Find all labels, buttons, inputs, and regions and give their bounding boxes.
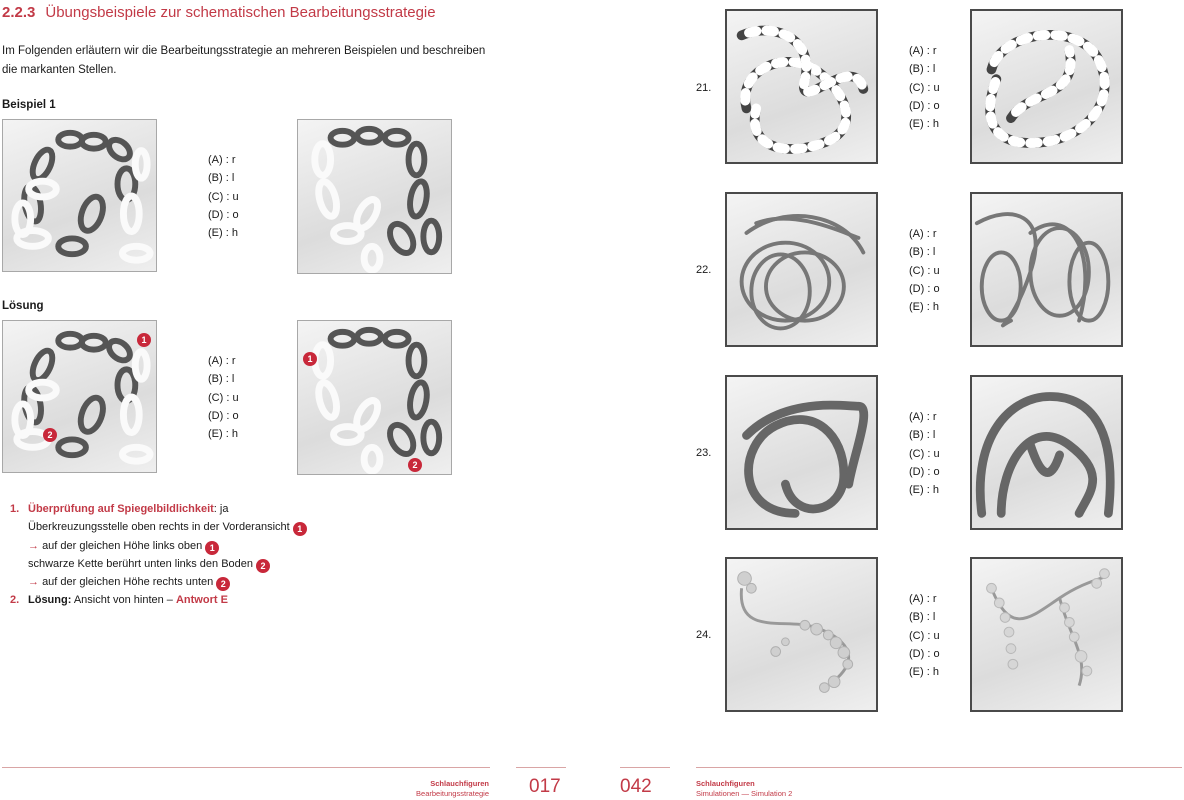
footer-right-title: Schlauchfiguren <box>696 779 755 788</box>
step-1 <box>10 500 307 518</box>
marker-badge-1: 1 <box>137 333 151 347</box>
step-1-heading: Überprüfung auf Spiegelbildlichkeit <box>28 503 214 515</box>
beispiel-label: Beispiel 1 <box>2 99 56 111</box>
chain-solution-front <box>2 320 157 473</box>
arrow-icon: → <box>28 576 39 589</box>
options-list-23 <box>909 408 940 499</box>
option-a: (A) : r <box>208 154 236 166</box>
option-b: (B) : l <box>909 63 936 76</box>
option-d: (D) : o <box>909 647 940 660</box>
option-e: (E) : h <box>909 666 939 679</box>
exercise-number-24: 24. <box>696 629 712 641</box>
option-d: (D) : o <box>208 208 239 221</box>
step-1-line-4-text: schwarze Kette berührt unten links den Boden <box>28 557 254 570</box>
step-1-answer: : ja <box>213 503 229 515</box>
option-a: (A) : r <box>909 411 937 423</box>
step-1-line-5 <box>10 573 307 591</box>
step-1-line-2 <box>10 518 307 536</box>
chain-solution-back <box>297 320 452 475</box>
option-e: (E) : h <box>208 428 238 441</box>
exercise-24-front <box>725 557 878 712</box>
option-a: (A) : r <box>909 593 937 605</box>
marker-badge-2: 2 <box>43 428 57 442</box>
footer-rule-right <box>696 767 1182 768</box>
option-a: (A) : r <box>909 45 937 57</box>
exercise-21-back <box>970 9 1123 164</box>
exercise-number-22: 22. <box>696 264 712 276</box>
marker-badge-1: 1 <box>205 541 219 555</box>
right-page <box>592 0 1184 800</box>
option-a: (A) : r <box>909 228 937 240</box>
step-1-line-5-text: auf der gleichen Höhe rechts unten <box>42 576 214 589</box>
step-1-line-4 <box>10 555 307 573</box>
chain-solution-back-drawing <box>298 321 451 474</box>
step-2-number: 2. <box>10 594 20 607</box>
exercise-22-back <box>970 192 1123 347</box>
step-1-line-3-text: auf der gleichen Höhe links oben <box>42 539 203 552</box>
marker-badge-2: 2 <box>216 577 230 591</box>
option-d: (D) : o <box>909 99 940 112</box>
chain-figure-back-drawing <box>298 120 451 273</box>
option-d: (D) : o <box>909 465 940 478</box>
footer-rule-pagenum-left <box>516 767 566 768</box>
option-e: (E) : h <box>909 301 939 314</box>
marker-badge-2: 2 <box>256 559 270 573</box>
exercise-23-front <box>725 375 878 530</box>
option-c: (C) : u <box>909 629 940 642</box>
exercise-number-23: 23. <box>696 447 712 459</box>
option-b: (B) : l <box>909 429 936 442</box>
option-d: (D) : o <box>208 409 239 422</box>
beaded-hose-drawing <box>727 559 876 710</box>
thin-hose-drawing <box>727 194 876 345</box>
exercise-22-front <box>725 192 878 347</box>
option-c: (C) : u <box>909 81 940 94</box>
footer-left-subtitle: Bearbeitungsstrategie <box>416 789 489 798</box>
striped-hose-drawing <box>972 11 1121 162</box>
marker-badge-1: 1 <box>293 522 307 536</box>
step-1-line-3 <box>10 537 307 555</box>
page-number-right: 042 <box>620 776 652 797</box>
option-b: (B) : l <box>909 246 936 259</box>
step-2-heading: Lösung: <box>28 594 72 607</box>
solution-steps <box>10 500 307 610</box>
chain-figure-back <box>297 119 452 274</box>
footer-rule-pagenum-right <box>620 767 670 768</box>
option-a: (A) : r <box>208 355 236 367</box>
arrow-icon: → <box>28 539 39 552</box>
loesung-label: Lösung <box>2 300 44 312</box>
thick-hose-drawing <box>972 377 1121 528</box>
option-b: (B) : l <box>909 611 936 624</box>
section-number: 2.2.3 <box>2 4 36 21</box>
marker-badge-1: 1 <box>303 352 317 366</box>
option-e: (E) : h <box>909 118 939 131</box>
options-list-22 <box>909 225 940 316</box>
exercise-number-21: 21. <box>696 82 712 94</box>
beaded-hose-drawing <box>972 559 1121 710</box>
intro-paragraph: Im Folgenden erläutern wir die Bearbeitungsstrategie an mehreren Beispielen und beschreiben die markanten Stellen. <box>2 45 486 76</box>
thick-hose-drawing <box>727 377 876 528</box>
option-b: (B) : l <box>208 373 235 386</box>
option-b: (B) : l <box>208 172 235 185</box>
options-list-beispiel <box>208 151 239 242</box>
option-c: (C) : u <box>208 190 239 203</box>
exercise-23-back <box>970 375 1123 530</box>
footer-rule-left <box>2 767 490 768</box>
option-e: (E) : h <box>208 227 238 240</box>
options-list-24 <box>909 590 940 681</box>
footer-right-label <box>696 779 792 799</box>
options-list-21 <box>909 42 940 133</box>
step-2 <box>10 591 307 609</box>
striped-hose-drawing <box>727 11 876 162</box>
footer-left-label <box>416 779 489 799</box>
section-title: Übungsbeispiele zur schematischen Bearbeitungsstrategie <box>45 4 436 21</box>
option-d: (D) : o <box>909 282 940 295</box>
marker-badge-2: 2 <box>408 458 422 472</box>
exercise-21-front <box>725 9 878 164</box>
chain-solution-front-drawing <box>3 321 156 472</box>
option-c: (C) : u <box>909 264 940 277</box>
section-heading <box>2 4 436 21</box>
option-e: (E) : h <box>909 484 939 497</box>
footer-right-subtitle: Simulationen — Simulation 2 <box>696 789 793 798</box>
options-list-loesung <box>208 352 239 443</box>
step-2-text: Ansicht von hinten – <box>71 594 176 607</box>
chain-figure-front <box>2 119 157 272</box>
chain-figure-front-drawing <box>3 120 156 271</box>
option-c: (C) : u <box>208 391 239 404</box>
page-number-left: 017 <box>529 776 561 797</box>
exercise-24-back <box>970 557 1123 712</box>
option-c: (C) : u <box>909 447 940 460</box>
footer-left-title: Schlauchfiguren <box>430 779 489 788</box>
step-1-number: 1. <box>10 503 20 515</box>
step-2-answer: Antwort E <box>175 594 228 607</box>
step-1-line-2-text: Überkreuzungsstelle oben rechts in der Vorderansicht <box>28 521 290 534</box>
thin-hose-drawing <box>972 194 1121 345</box>
